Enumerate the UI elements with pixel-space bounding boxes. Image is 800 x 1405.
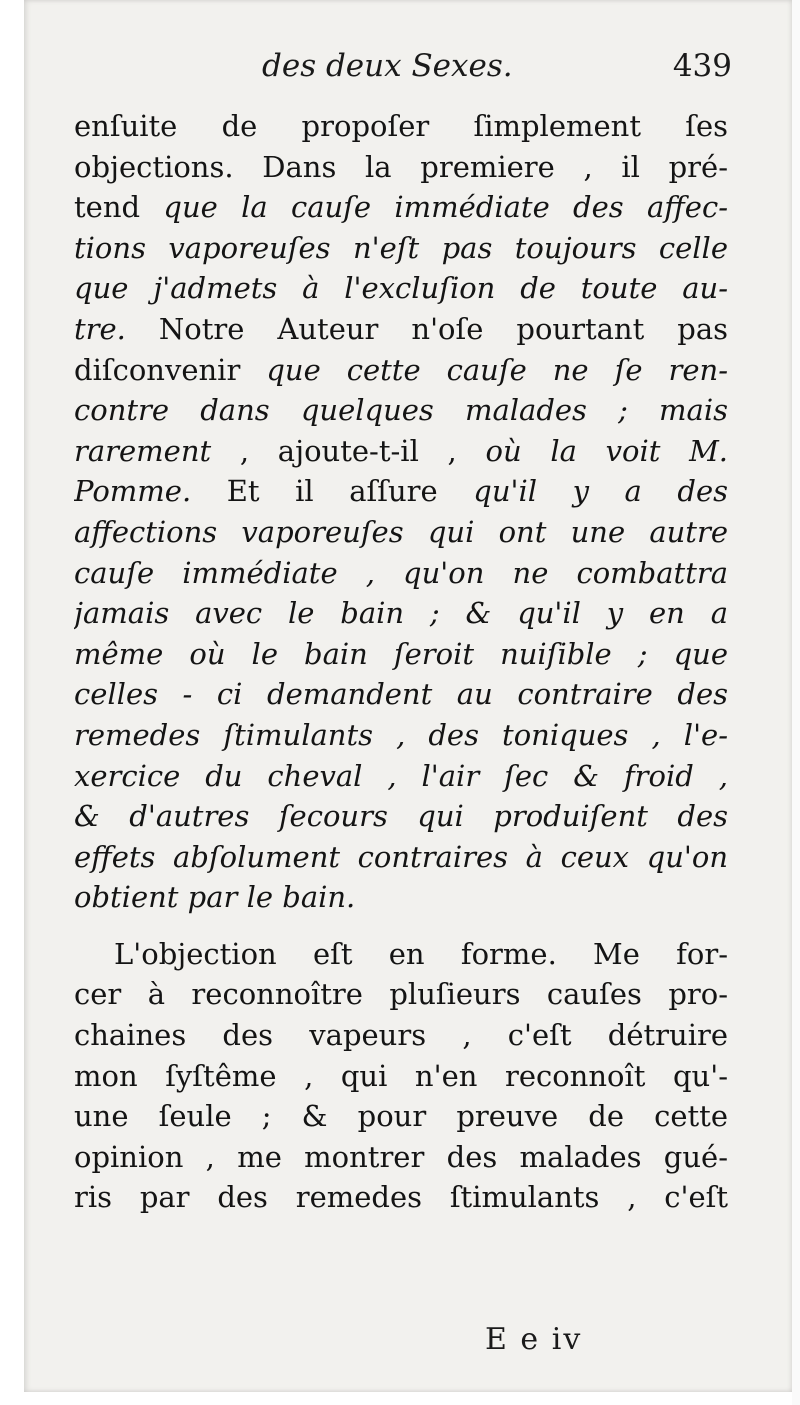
italic-segment: qu'il y a des — [473, 474, 728, 509]
text-line — [74, 837, 728, 878]
roman-segment: Et il aſſure — [191, 474, 474, 509]
italic-segment: où la voit M. — [485, 433, 728, 468]
paragraph-1 — [74, 106, 728, 918]
roman-segment: , ajoute-t-il , — [211, 433, 486, 468]
text-line — [74, 390, 728, 431]
text-line: ris par des remedes ſtimulants , c'eſt — [74, 1180, 728, 1215]
text-line — [74, 593, 728, 634]
text-line — [74, 512, 728, 553]
text-line — [74, 634, 728, 675]
body-text — [74, 106, 728, 1218]
italic-segment: tre. — [74, 311, 126, 346]
text-line: opinion , me montrer des malades gué- — [74, 1139, 728, 1174]
text-line — [74, 553, 728, 594]
text-line — [74, 796, 728, 837]
italic-segment: que j'admets à l'excluſion de toute au- — [74, 271, 728, 306]
italic-segment: contre dans quelques malades ; mais — [74, 393, 728, 428]
paragraph-2 — [74, 934, 728, 1218]
text-line — [74, 187, 728, 228]
italic-segment: tions vaporeuſes n'eſt pas toujours celle — [74, 230, 728, 265]
roman-segment: enſuite de propoſer ſimplement ſes — [74, 109, 728, 143]
roman-segment: diſconvenir — [74, 352, 267, 387]
text-line — [74, 309, 728, 350]
text-line — [74, 471, 728, 512]
italic-segment: que cette cauſe ne ſe ren- — [266, 352, 728, 387]
text-line — [74, 350, 728, 391]
text-line — [74, 431, 728, 472]
italic-segment: effets abſolument contraires à ceux qu'on — [74, 839, 728, 874]
text-line — [74, 147, 728, 188]
italic-segment: remedes ſtimulants , des toniques , l'e- — [74, 717, 728, 752]
text-line: une ſeule ; & pour preuve de cette — [74, 1099, 728, 1134]
italic-segment: affections vaporeuſes qui ont une autre — [74, 514, 728, 549]
text-line — [74, 715, 728, 756]
text-line: chaines des vapeurs , c'eſt détruire — [74, 1018, 728, 1053]
italic-segment: celles - ci demandent au contraire des — [74, 677, 728, 712]
text-line — [74, 877, 728, 918]
text-line: mon ſyſtême , qui n'en reconnoît qu'- — [74, 1058, 728, 1093]
text-line: L'objection eſt en forme. Me for- — [114, 936, 728, 971]
italic-segment: même où le bain ſeroit nuiſible ; que — [74, 636, 728, 671]
italic-segment: obtient par le bain. — [74, 880, 356, 915]
page-header — [72, 48, 732, 98]
italic-segment: que la cauſe immédiate des affec- — [163, 190, 728, 225]
italic-segment: & d'autres ſecours qui produiſent des — [74, 799, 728, 834]
page-edge — [792, 0, 800, 1405]
roman-segment: tend — [74, 190, 164, 225]
text-line — [74, 756, 728, 797]
roman-segment: Notre Auteur n'oſe pourtant pas — [125, 311, 728, 346]
signature-mark: E e iv — [485, 1322, 583, 1357]
text-line: cer à reconnoître pluſieurs cauſes pro- — [74, 977, 728, 1012]
roman-segment: objections. Dans la premiere , il pré- — [74, 149, 728, 184]
running-head: des deux Sexes. — [262, 48, 513, 84]
text-line — [74, 268, 728, 309]
italic-segment: jamais avec le bain ; & qu'il y en a — [74, 596, 728, 631]
text-line — [74, 674, 728, 715]
italic-segment: xercice du cheval , l'air ſec & froid , — [74, 758, 728, 793]
text-line — [74, 228, 728, 269]
italic-segment: Pomme. — [74, 474, 192, 509]
italic-segment: rarement — [74, 433, 212, 468]
page-number: 439 — [672, 48, 732, 84]
text-line — [74, 106, 728, 147]
italic-segment: cauſe immédiate , qu'on ne combattra — [74, 555, 728, 590]
